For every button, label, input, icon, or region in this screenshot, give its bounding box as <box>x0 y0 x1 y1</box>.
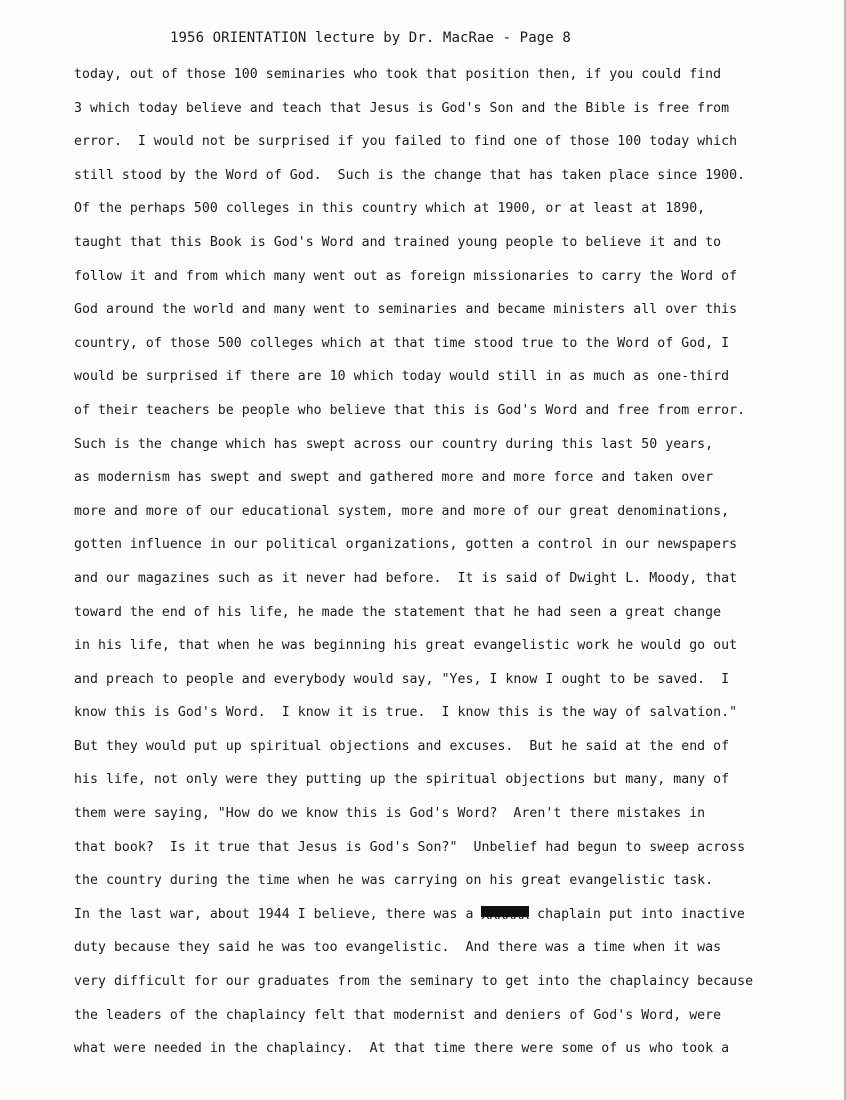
text-line: of their teachers be people who believe that this is God's Word and free from error. <box>74 402 746 418</box>
body-text <box>74 65 794 1073</box>
text-line: the leaders of the chaplaincy felt that modernist and deniers of God's Word, were <box>74 1007 722 1023</box>
text-line: today, out of those 100 seminaries who took that position then, if you could find <box>74 67 722 82</box>
text-line: God around the world and many went to seminaries and became ministers all over this <box>74 302 738 318</box>
text-line: that book? Is it true that Jesus is God's Son?" Unbelief had begun to sweep across <box>74 839 746 855</box>
text-line: what were needed in the chaplaincy. At that time there were some of us who took a <box>74 1041 730 1057</box>
text-line: gotten influence in our political organizations, gotten a control in our newspapers <box>74 537 738 553</box>
text-line: and preach to people and everybody would say, "Yes, I know I ought to be saved. I <box>74 671 730 687</box>
struck-out-word: XXXXXX <box>481 907 530 923</box>
text-line: error. I would not be surprised if you failed to find one of those 100 today which <box>74 134 738 150</box>
text-line: very difficult for our graduates from the seminary to get into the chaplaincy because <box>74 974 754 990</box>
text-line: know this is God's Word. I know it is true. I know this is the way of salvation." <box>74 705 738 721</box>
text-line: follow it and from which many went out as foreign missionaries to carry the Word of <box>74 268 738 284</box>
text-line: taught that this Book is God's Word and trained young people to believe it and to <box>74 234 722 250</box>
text-line: 3 which today believe and teach that Jesus is God's Son and the Bible is free from <box>74 100 730 116</box>
text-line-with-strikeout <box>74 905 794 939</box>
text-line: more and more of our educational system, more and more of our great denominations, <box>74 503 730 519</box>
line-text-before: In the last war, about 1944 I believe, there was a <box>74 906 482 922</box>
text-line: as modernism has swept and swept and gathered more and more force and taken over <box>74 470 714 486</box>
text-line: Such is the change which has swept across our country during this last 50 years, <box>74 436 714 452</box>
text-line: country, of those 500 colleges which at that time stood true to the Word of God, I <box>74 335 730 351</box>
text-line: Of the perhaps 500 colleges in this country which at 1900, or at least at 1890, <box>74 201 706 217</box>
text-line: still stood by the Word of God. Such is the change that has taken place since 1900. <box>74 167 746 183</box>
text-line: in his life, that when he was beginning his great evangelistic work he would go out <box>74 638 738 654</box>
text-line: and our magazines such as it never had before. It is said of Dwight L. Moody, that <box>74 570 738 586</box>
line-text-after: chaplain put into inactive <box>529 906 745 922</box>
text-line: would be surprised if there are 10 which today would still in as much as one-third <box>74 369 730 385</box>
text-line: his life, not only were they putting up the spiritual objections but many, many of <box>74 772 730 788</box>
text-line: the country during the time when he was carrying on his great evangelistic task. <box>74 873 714 889</box>
text-line: them were saying, "How do we know this is God's Word? Aren't there mistakes in <box>74 806 706 822</box>
text-line: toward the end of his life, he made the statement that he had seen a great change <box>74 604 722 620</box>
page-header: 1956 ORIENTATION lecture by Dr. MacRae - Page 8 <box>170 30 571 46</box>
text-line: But they would put up spiritual objections and excuses. But he said at the end of <box>74 738 730 754</box>
text-line: duty because they said he was too evangelistic. And there was a time when it was <box>74 940 722 956</box>
